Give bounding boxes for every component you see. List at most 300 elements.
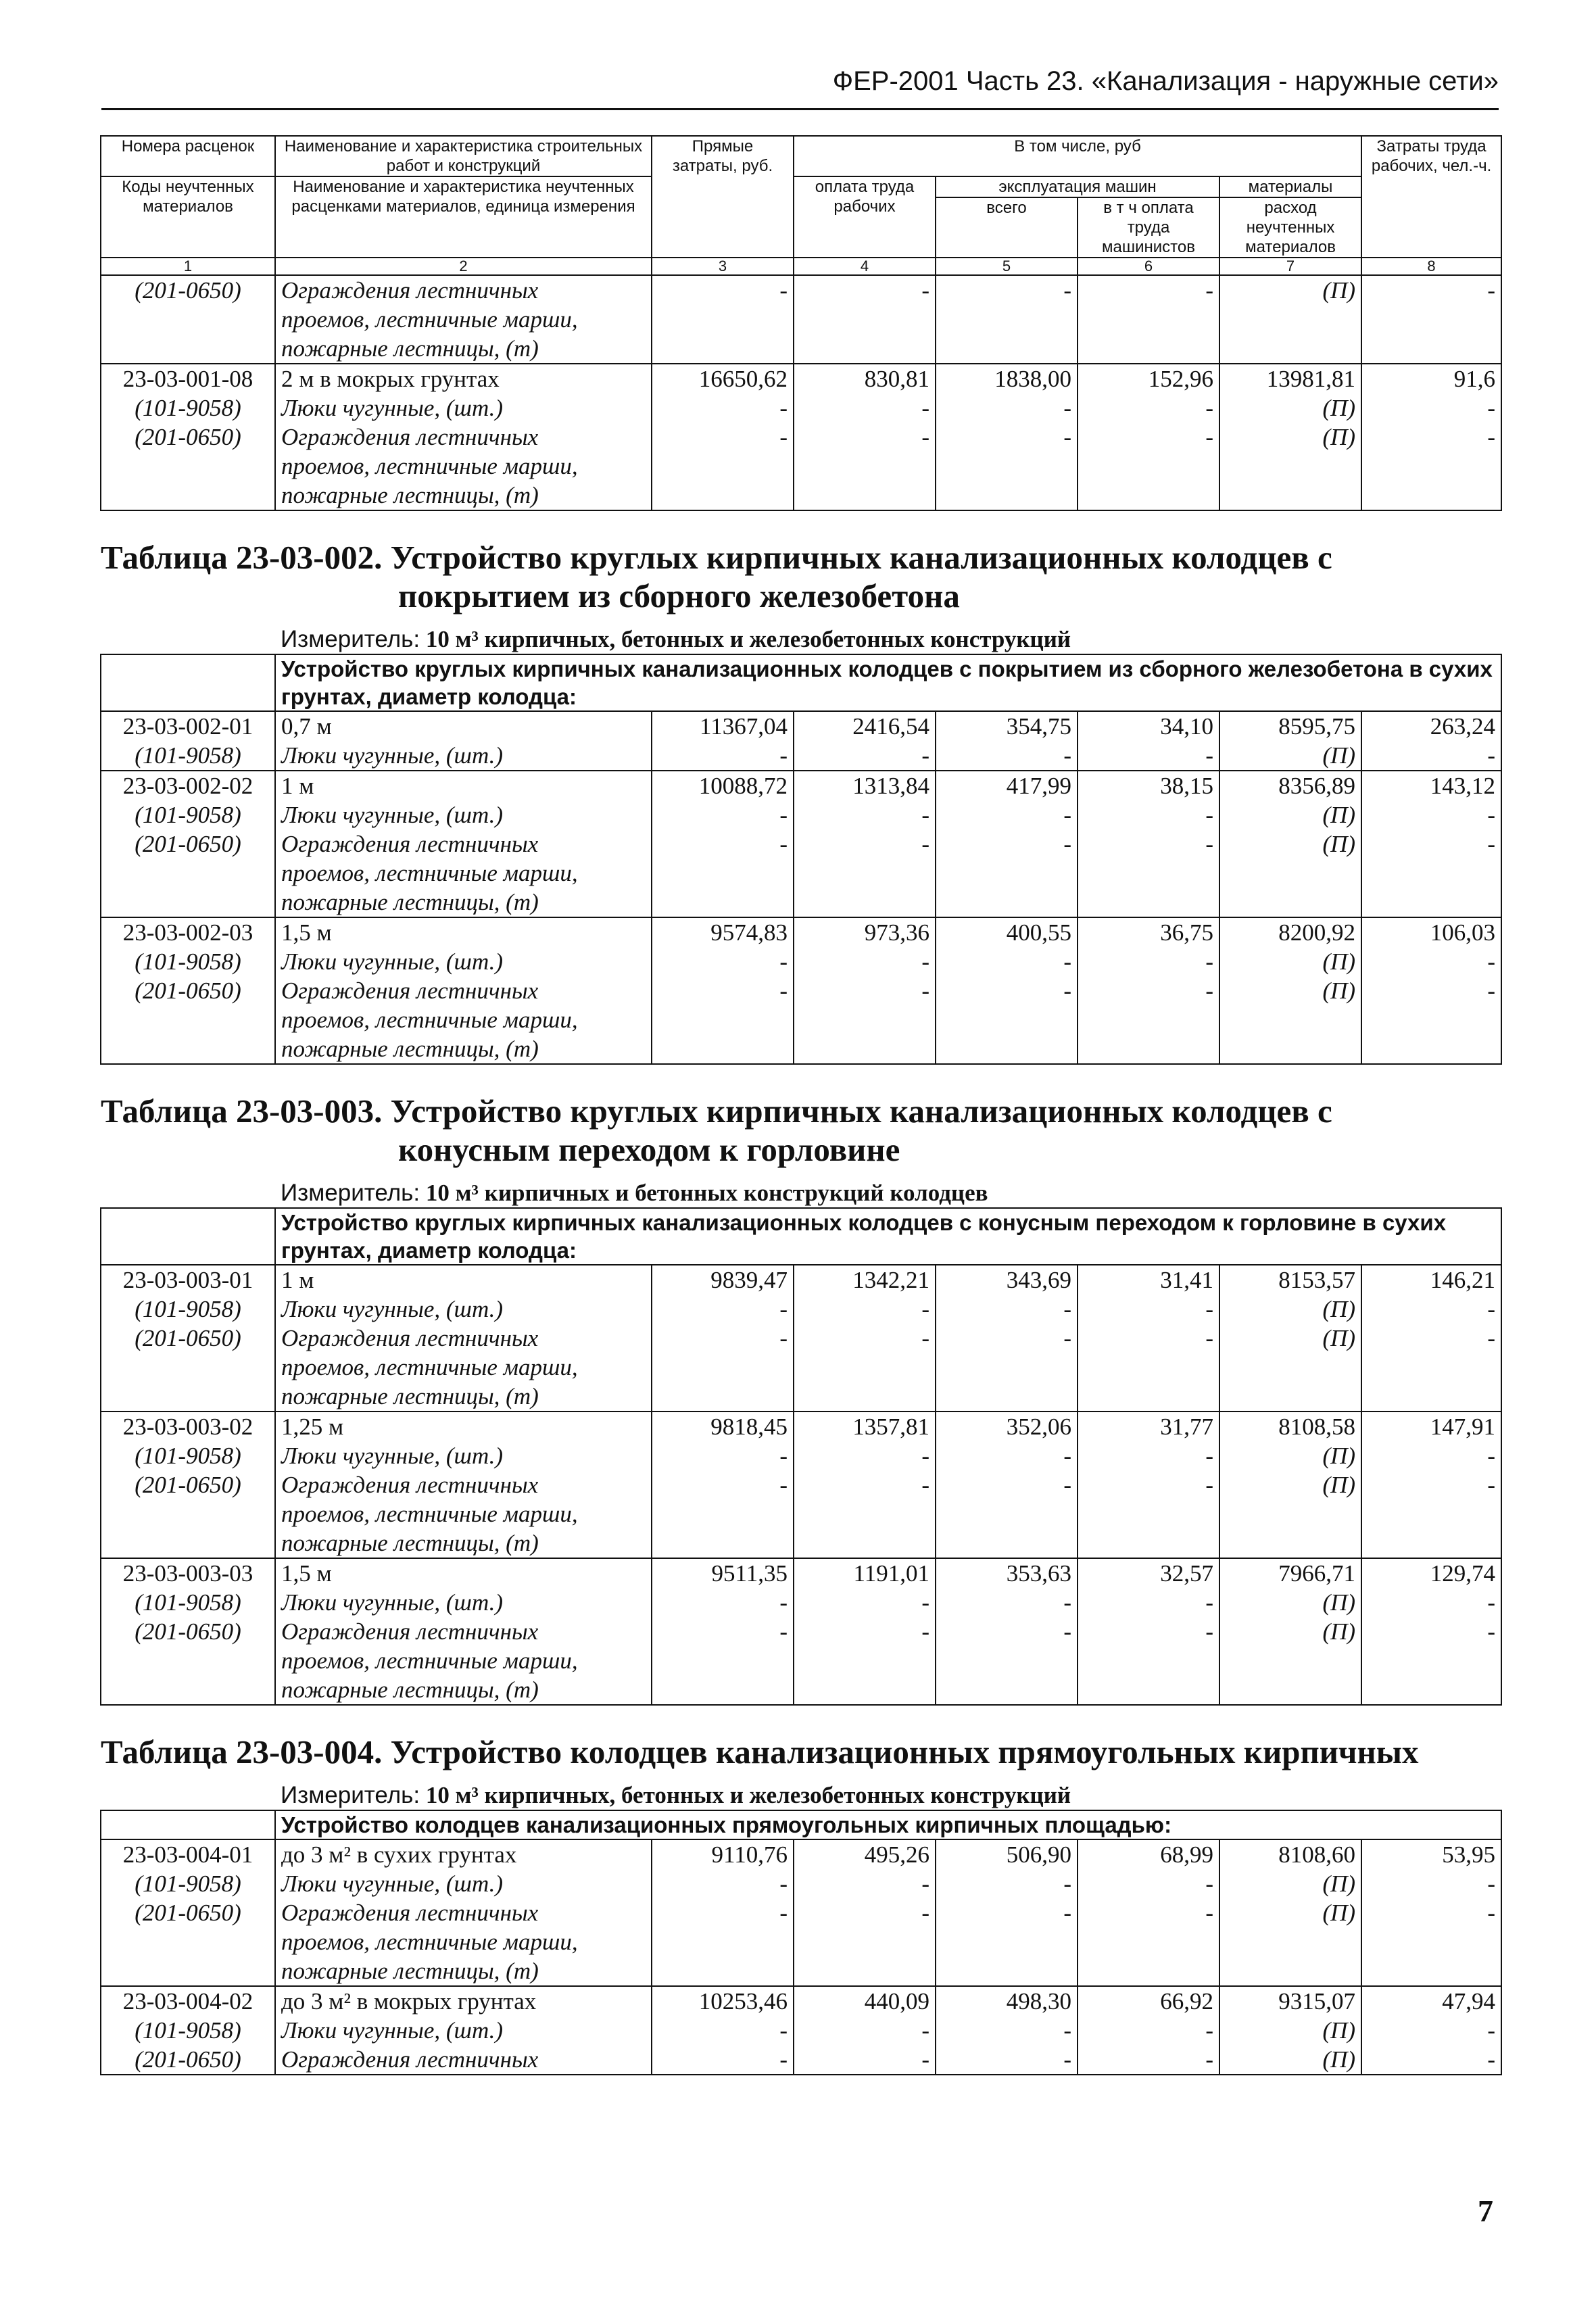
work-name-line: проемов, лестничные марши, — [281, 453, 578, 479]
value-cell: (П) — [1219, 423, 1361, 510]
work-name — [275, 947, 652, 976]
table-row — [101, 1588, 1501, 1617]
work-name — [275, 1470, 652, 1558]
value-cell: (П) — [1219, 741, 1361, 771]
work-name-line: Люки чугунные, (шт.) — [281, 395, 504, 421]
table-row — [101, 275, 1501, 364]
value-cell: - — [652, 1324, 794, 1412]
table-row — [101, 976, 1501, 1064]
value-cell: - — [1361, 1898, 1501, 1986]
table-title — [101, 1064, 1501, 1178]
work-name-line: 1,5 м — [281, 919, 332, 946]
value-cell: 13981,81 — [1219, 364, 1361, 393]
value-cell: - — [1078, 1470, 1219, 1558]
value-cell: 8153,57 — [1219, 1265, 1361, 1295]
value-cell: 830,81 — [794, 364, 936, 393]
work-name — [275, 741, 652, 771]
value-cell: - — [1361, 829, 1501, 917]
work-name-line: Люки чугунные, (шт.) — [281, 2017, 504, 2044]
work-name — [275, 829, 652, 917]
section-row — [101, 654, 1501, 711]
page-number: 7 — [1478, 2194, 1493, 2228]
value-cell: 1342,21 — [794, 1265, 936, 1295]
value-cell: 440,09 — [794, 1986, 936, 2016]
value-cell: 2416,54 — [794, 711, 936, 741]
column-number: 4 — [794, 258, 936, 275]
price-table — [100, 135, 1502, 2075]
rate-code: (101-9058) — [101, 800, 275, 829]
table-row — [101, 1324, 1501, 1412]
value-cell: (П) — [1219, 1324, 1361, 1412]
value-cell: 263,24 — [1361, 711, 1501, 741]
value-cell: - — [936, 1898, 1078, 1986]
section-spacer — [101, 1208, 275, 1265]
value-cell: - — [1078, 1617, 1219, 1705]
column-number: 1 — [101, 258, 275, 275]
value-cell: 36,75 — [1078, 917, 1219, 947]
value-cell: 343,69 — [936, 1265, 1078, 1295]
work-name-line: Люки чугунные, (шт.) — [281, 1589, 504, 1616]
value-cell: - — [794, 741, 936, 771]
measure-row — [101, 625, 1501, 654]
value-cell: - — [652, 1441, 794, 1470]
work-name-line: 2 м в мокрых грунтах — [281, 366, 500, 392]
value-cell: 8108,58 — [1219, 1412, 1361, 1441]
work-name-line: Ограждения лестничных — [281, 1325, 539, 1351]
value-cell: - — [936, 741, 1078, 771]
work-name-line: проемов, лестничные марши, — [281, 306, 578, 333]
value-cell: 146,21 — [1361, 1265, 1501, 1295]
rate-code: (201-0650) — [101, 2045, 275, 2075]
value-cell: - — [652, 947, 794, 976]
rate-code: 23-03-001-08 — [101, 364, 275, 393]
measure-row — [101, 1178, 1501, 1208]
header-material-names: Наименование и характеристика неучтенных расценками материалов, единица измерения — [275, 176, 652, 258]
work-name-line: проемов, лестничные марши, — [281, 1007, 578, 1033]
value-cell: 9574,83 — [652, 917, 794, 947]
rate-code: (101-9058) — [101, 1869, 275, 1898]
value-cell: - — [1078, 2016, 1219, 2045]
value-cell: - — [794, 1441, 936, 1470]
value-cell: - — [936, 1588, 1078, 1617]
work-name-line: Ограждения лестничных — [281, 1900, 539, 1926]
value-cell: - — [1078, 2045, 1219, 2075]
table-row — [101, 947, 1501, 976]
rate-code: (201-0650) — [101, 1324, 275, 1412]
section-spacer — [101, 1810, 275, 1839]
value-cell: 10253,46 — [652, 1986, 794, 2016]
value-cell: - — [1361, 741, 1501, 771]
measure — [275, 625, 1501, 654]
value-cell: - — [794, 2045, 936, 2075]
table-title-line1: Таблица 23-03-004. Устройство колодцев канализационных прямоугольных кирпичных — [101, 1733, 1419, 1770]
rate-code: 23-03-004-01 — [101, 1839, 275, 1869]
header-materials-usage: расход неучтенных материалов — [1219, 197, 1361, 258]
value-cell: 152,96 — [1078, 364, 1219, 393]
value-cell: - — [794, 1588, 936, 1617]
value-cell: - — [1078, 1324, 1219, 1412]
table-row — [101, 1869, 1501, 1898]
work-name-line: Ограждения лестничных — [281, 2046, 539, 2073]
table-row — [101, 393, 1501, 423]
table-row — [101, 423, 1501, 510]
value-cell: - — [936, 1324, 1078, 1412]
measure-row — [101, 1781, 1501, 1810]
value-cell: - — [936, 829, 1078, 917]
value-cell: - — [794, 1617, 936, 1705]
value-cell: 38,15 — [1078, 771, 1219, 800]
work-name-line: проемов, лестничные марши, — [281, 1929, 578, 1955]
value-cell: 11367,04 — [652, 711, 794, 741]
rate-code: (101-9058) — [101, 741, 275, 771]
measure-spacer — [101, 1178, 275, 1208]
table-row — [101, 829, 1501, 917]
measure-value: 10 м³ кирпичных, бетонных и железобетонных конструкций — [425, 626, 1071, 652]
value-cell: - — [1361, 976, 1501, 1064]
work-name — [275, 1588, 652, 1617]
value-cell: - — [936, 800, 1078, 829]
value-cell: - — [652, 1617, 794, 1705]
value-cell: 9511,35 — [652, 1558, 794, 1588]
table-row — [101, 711, 1501, 741]
value-cell: - — [1361, 2016, 1501, 2045]
value-cell: 147,91 — [1361, 1412, 1501, 1441]
work-name — [275, 1265, 652, 1295]
value-cell: - — [794, 829, 936, 917]
header-materials: материалы — [1219, 176, 1361, 197]
value-cell: - — [1361, 1617, 1501, 1705]
table-row — [101, 800, 1501, 829]
work-name-line: Ограждения лестничных — [281, 1472, 539, 1498]
work-name-line: пожарные лестницы, (т) — [281, 1958, 539, 1984]
value-cell: - — [1361, 1295, 1501, 1324]
value-cell: - — [652, 800, 794, 829]
table-row — [101, 741, 1501, 771]
value-cell: - — [652, 1295, 794, 1324]
section-heading: Устройство круглых кирпичных канализационных колодцев с покрытием из сборного железобетона в сухих грунтах, диаметр колодца: — [275, 654, 1501, 711]
value-cell: 1191,01 — [794, 1558, 936, 1588]
work-name-line: до 3 м² в мокрых грунтах — [281, 1988, 537, 2015]
value-cell: - — [794, 393, 936, 423]
value-cell: - — [1078, 800, 1219, 829]
table-header — [101, 136, 1501, 275]
work-name — [275, 2016, 652, 2045]
value-cell: - — [936, 275, 1078, 364]
work-name — [275, 800, 652, 829]
value-cell: 9315,07 — [1219, 1986, 1361, 2016]
value-cell: 31,77 — [1078, 1412, 1219, 1441]
value-cell: - — [1361, 947, 1501, 976]
value-cell: - — [652, 393, 794, 423]
value-cell: - — [652, 1470, 794, 1558]
measure-value: 10 м³ кирпичных и бетонных конструкций колодцев — [425, 1180, 988, 1206]
value-cell: - — [936, 393, 1078, 423]
table-row — [101, 917, 1501, 947]
table-title-line2: покрытием из сборного железобетона — [398, 577, 960, 614]
value-cell: (П) — [1219, 976, 1361, 1064]
value-cell: (П) — [1219, 275, 1361, 364]
measure — [275, 1178, 1501, 1208]
rate-code: (201-0650) — [101, 976, 275, 1064]
header-including: В том числе, руб — [794, 136, 1361, 176]
value-cell: - — [1078, 1898, 1219, 1986]
value-cell: - — [794, 1898, 936, 1986]
work-name-line: Ограждения лестничных — [281, 424, 539, 450]
column-number: 5 — [936, 258, 1078, 275]
value-cell: - — [1361, 1869, 1501, 1898]
work-name-line: Ограждения лестничных — [281, 1618, 539, 1645]
rate-code: (101-9058) — [101, 2016, 275, 2045]
work-name-line: 0,7 м — [281, 713, 332, 740]
table-row — [101, 1441, 1501, 1470]
value-cell: - — [652, 2045, 794, 2075]
rate-code: (101-9058) — [101, 1295, 275, 1324]
value-cell: - — [1361, 1470, 1501, 1558]
rate-code: 23-03-002-01 — [101, 711, 275, 741]
column-number: 6 — [1078, 258, 1219, 275]
value-cell: - — [652, 1898, 794, 1986]
work-name-line: Ограждения лестничных — [281, 831, 539, 857]
value-cell: (П) — [1219, 1869, 1361, 1898]
work-name — [275, 364, 652, 393]
table-body — [101, 275, 1501, 2075]
value-cell: 8595,75 — [1219, 711, 1361, 741]
value-cell: 66,92 — [1078, 1986, 1219, 2016]
section-row — [101, 1810, 1501, 1839]
rate-code: 23-03-003-01 — [101, 1265, 275, 1295]
value-cell: - — [1361, 423, 1501, 510]
value-cell: - — [1078, 1441, 1219, 1470]
section-spacer — [101, 654, 275, 711]
value-cell: 1357,81 — [794, 1412, 936, 1441]
rate-code: (101-9058) — [101, 1588, 275, 1617]
value-cell: 352,06 — [936, 1412, 1078, 1441]
table-row — [101, 1470, 1501, 1558]
work-name-line: Люки чугунные, (шт.) — [281, 1443, 504, 1469]
table-title-line2: конусным переходом к горловине — [398, 1131, 900, 1168]
section-heading: Устройство круглых кирпичных канализационных колодцев с конусным переходом к горловине в сухих грунтах, диаметр колодца: — [275, 1208, 1501, 1265]
table-row — [101, 1295, 1501, 1324]
value-cell: - — [794, 976, 936, 1064]
table-title — [101, 510, 1501, 625]
rate-code: (201-0650) — [101, 275, 275, 364]
value-cell: 9818,45 — [652, 1412, 794, 1441]
value-cell: 400,55 — [936, 917, 1078, 947]
value-cell: 1838,00 — [936, 364, 1078, 393]
value-cell: - — [794, 423, 936, 510]
value-cell: - — [794, 2016, 936, 2045]
rate-code: (101-9058) — [101, 393, 275, 423]
value-cell: - — [794, 275, 936, 364]
value-cell: 354,75 — [936, 711, 1078, 741]
work-name-line: проемов, лестничные марши, — [281, 860, 578, 886]
work-name — [275, 275, 652, 364]
value-cell: - — [936, 2045, 1078, 2075]
value-cell: 1313,84 — [794, 771, 936, 800]
value-cell: - — [652, 1588, 794, 1617]
value-cell: (П) — [1219, 1898, 1361, 1986]
header-work-name: Наименование и характеристика строительных работ и конструкций — [275, 136, 652, 176]
value-cell: 32,57 — [1078, 1558, 1219, 1588]
value-cell: - — [936, 1470, 1078, 1558]
work-name — [275, 1441, 652, 1470]
work-name — [275, 1898, 652, 1986]
value-cell: (П) — [1219, 800, 1361, 829]
value-cell: (П) — [1219, 2045, 1361, 2075]
value-cell: 495,26 — [794, 1839, 936, 1869]
work-name-line: 1,5 м — [281, 1560, 332, 1587]
table-title — [101, 1705, 1501, 1781]
value-cell: 9110,76 — [652, 1839, 794, 1869]
table-row — [101, 364, 1501, 393]
rate-code: (101-9058) — [101, 947, 275, 976]
value-cell: - — [1078, 275, 1219, 364]
rate-code: 23-03-002-03 — [101, 917, 275, 947]
value-cell: - — [1361, 1324, 1501, 1412]
work-name-line: 1,25 м — [281, 1414, 344, 1440]
value-cell: - — [1078, 976, 1219, 1064]
value-cell: 47,94 — [1361, 1986, 1501, 2016]
value-cell: 68,99 — [1078, 1839, 1219, 1869]
value-cell: - — [652, 1869, 794, 1898]
work-name-line: до 3 м² в сухих грунтах — [281, 1841, 517, 1868]
table-title-row — [101, 1064, 1501, 1178]
value-cell: (П) — [1219, 2016, 1361, 2045]
header-direct-costs: Прямые затраты, руб. — [652, 136, 794, 258]
work-name-line: Люки чугунные, (шт.) — [281, 802, 504, 828]
work-name-line: Люки чугунные, (шт.) — [281, 742, 504, 769]
measure-label: Измеритель: — [281, 626, 420, 652]
value-cell: 8356,89 — [1219, 771, 1361, 800]
value-cell: - — [652, 2016, 794, 2045]
value-cell: (П) — [1219, 829, 1361, 917]
value-cell: - — [936, 2016, 1078, 2045]
work-name — [275, 1869, 652, 1898]
value-cell: - — [652, 741, 794, 771]
work-name — [275, 393, 652, 423]
rate-code: (201-0650) — [101, 423, 275, 510]
value-cell: - — [652, 829, 794, 917]
section-heading: Устройство колодцев канализационных прямоугольных кирпичных площадью: — [275, 1810, 1501, 1839]
work-name — [275, 976, 652, 1064]
value-cell: 53,95 — [1361, 1839, 1501, 1869]
value-cell: - — [794, 947, 936, 976]
rate-code: (201-0650) — [101, 829, 275, 917]
measure-spacer — [101, 1781, 275, 1810]
work-name-line: Люки чугунные, (шт.) — [281, 948, 504, 975]
rate-code: 23-03-003-03 — [101, 1558, 275, 1588]
work-name-line: Ограждения лестничных — [281, 978, 539, 1004]
value-cell: - — [1361, 275, 1501, 364]
value-cell: - — [936, 947, 1078, 976]
section-row — [101, 1208, 1501, 1265]
running-head: ФЕР-2001 Часть 23. «Канализация - наружные сети» — [101, 66, 1499, 110]
table-row — [101, 1898, 1501, 1986]
value-cell: 143,12 — [1361, 771, 1501, 800]
table-row — [101, 2045, 1501, 2075]
work-name — [275, 711, 652, 741]
value-cell: 8200,92 — [1219, 917, 1361, 947]
work-name-line: 1 м — [281, 1267, 314, 1293]
value-cell: 34,10 — [1078, 711, 1219, 741]
value-cell: 129,74 — [1361, 1558, 1501, 1588]
column-number: 8 — [1361, 258, 1501, 275]
value-cell: - — [1361, 1441, 1501, 1470]
rate-code: (201-0650) — [101, 1470, 275, 1558]
value-cell: - — [1078, 393, 1219, 423]
value-cell: - — [936, 1869, 1078, 1898]
rate-code: 23-03-002-02 — [101, 771, 275, 800]
value-cell: - — [1078, 1869, 1219, 1898]
value-cell: 16650,62 — [652, 364, 794, 393]
value-cell: - — [652, 275, 794, 364]
header-machines-total: всего — [936, 197, 1078, 258]
value-cell: (П) — [1219, 1588, 1361, 1617]
table-title-row — [101, 1705, 1501, 1781]
value-cell: 106,03 — [1361, 917, 1501, 947]
value-cell: - — [794, 1295, 936, 1324]
work-name-line: Люки чугунные, (шт.) — [281, 1871, 504, 1897]
table-row — [101, 1558, 1501, 1588]
header-wages: оплата труда рабочих — [794, 176, 936, 258]
value-cell: - — [1078, 947, 1219, 976]
header-rate-numbers: Номера расценок — [101, 136, 275, 176]
work-name-line: проемов, лестничные марши, — [281, 1647, 578, 1674]
value-cell: (П) — [1219, 1470, 1361, 1558]
value-cell: 9839,47 — [652, 1265, 794, 1295]
table-row — [101, 1412, 1501, 1441]
value-cell: 973,36 — [794, 917, 936, 947]
measure — [275, 1781, 1501, 1810]
value-cell: - — [936, 1617, 1078, 1705]
value-cell: - — [1078, 829, 1219, 917]
table-row — [101, 771, 1501, 800]
work-name-line: пожарные лестницы, (т) — [281, 1676, 539, 1703]
value-cell: - — [1078, 741, 1219, 771]
measure-label: Измеритель: — [281, 1180, 420, 1206]
value-cell: - — [1361, 393, 1501, 423]
value-cell: 417,99 — [936, 771, 1078, 800]
work-name — [275, 1295, 652, 1324]
value-cell: 91,6 — [1361, 364, 1501, 393]
work-name — [275, 1839, 652, 1869]
column-number: 7 — [1219, 258, 1361, 275]
work-name-line: проемов, лестничные марши, — [281, 1354, 578, 1380]
work-name — [275, 1617, 652, 1705]
value-cell: 506,90 — [936, 1839, 1078, 1869]
value-cell: - — [936, 976, 1078, 1064]
table-row — [101, 1839, 1501, 1869]
work-name — [275, 1412, 652, 1441]
work-name — [275, 1986, 652, 2016]
value-cell: 498,30 — [936, 1986, 1078, 2016]
table-row — [101, 1617, 1501, 1705]
work-name-line: пожарные лестницы, (т) — [281, 1383, 539, 1409]
table-row — [101, 2016, 1501, 2045]
value-cell: 10088,72 — [652, 771, 794, 800]
work-name-line: пожарные лестницы, (т) — [281, 889, 539, 915]
table-title-line1: Таблица 23-03-002. Устройство круглых кирпичных канализационных колодцев с — [101, 539, 1332, 576]
column-numbers-row — [101, 258, 1501, 275]
work-name — [275, 1324, 652, 1412]
rate-code: (101-9058) — [101, 1441, 275, 1470]
header-labor-costs: Затраты труда рабочих, чел.-ч. — [1361, 136, 1501, 258]
work-name — [275, 2045, 652, 2075]
work-name — [275, 771, 652, 800]
value-cell: - — [1361, 800, 1501, 829]
rate-code: 23-03-004-02 — [101, 1986, 275, 2016]
work-name-line: 1 м — [281, 773, 314, 799]
